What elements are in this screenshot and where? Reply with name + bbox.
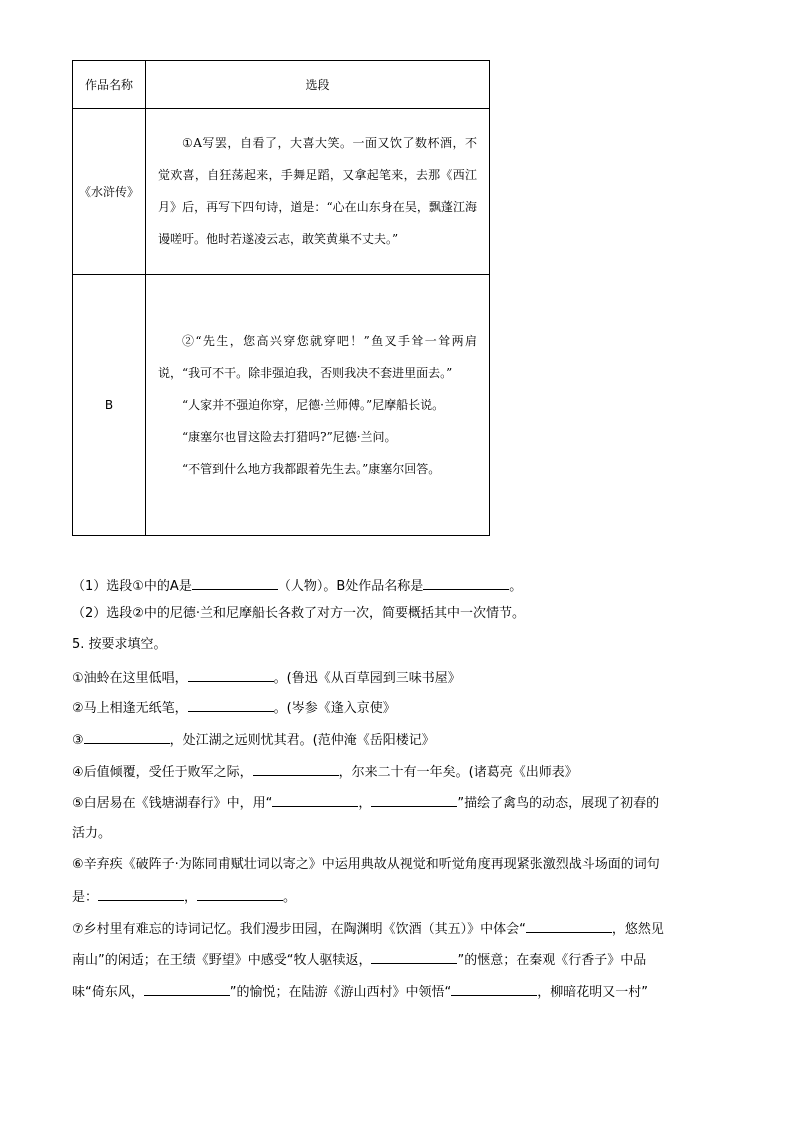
excerpt-paragraph: ②“先生，您高兴穿您就穿吧！”鱼叉手耸一耸两肩说，“我可不干。除非强迫我，否则我决不套进里面去。” — [158, 333, 477, 380]
item-6: ⑥辛弃疾《破阵子·为陈同甫赋壮词以寄之》中运用典故从视觉和听觉角度再现紧张激烈战斗场面的词句 — [72, 857, 660, 872]
answer-blank[interactable] — [188, 668, 274, 682]
question-2: （2）选段②中的尼德·兰和尼摩船长各救了对方一次，简要概括其中一次情节。 — [72, 606, 526, 621]
excerpt-table — [72, 60, 490, 536]
excerpt-text: ①A写罢，自看了，大喜大笑。一面又饮了数杯酒，不觉欢喜，自狂荡起来，手舞足蹈，又拿起笔来，去那《西江月》后，再写下四句诗，道是：“心在山东身在吴，飘蓬江海谩嗟吁。他时若遂凌云志，敢笑黄巢不丈夫。” — [158, 136, 477, 246]
col-header-excerpt: 选段 — [146, 61, 490, 109]
answer-blank[interactable] — [526, 919, 612, 933]
item-2: ②马上相逢无纸笔， 。(岑参《逢入京使》 — [72, 698, 722, 718]
answer-blank[interactable] — [272, 793, 358, 807]
answer-blank[interactable] — [188, 698, 274, 712]
answer-blank[interactable] — [451, 982, 537, 996]
excerpt-paragraph: “人家并不强迫你穿，尼德·兰师傅。”尼摩船长说。 — [182, 397, 445, 412]
question-5-title: 5. 按要求填空。 — [72, 637, 167, 652]
col-header-work: 作品名称 — [73, 61, 146, 109]
answer-blank[interactable] — [253, 762, 339, 776]
item-7-line-3: 味“倚东风， ”的愉悦；在陆游《游山西村》中领悟“ ，柳暗花明又一村” — [72, 982, 722, 1002]
table-row — [73, 109, 490, 275]
answer-blank[interactable] — [192, 576, 278, 590]
question-1: （1）选段①中的A是 （人物）。B处作品名称是 。 — [72, 576, 722, 596]
item-3: ③ ，处江湖之远则忧其君。(范仲淹《岳阳楼记》 — [72, 730, 722, 750]
excerpt-paragraph: “不管到什么地方我都跟着先生去。”康塞尔回答。 — [182, 461, 441, 476]
work-title-cell: B — [73, 275, 146, 536]
answer-blank[interactable] — [371, 950, 457, 964]
table-row — [73, 275, 490, 536]
answer-blank[interactable] — [371, 793, 457, 807]
excerpt-paragraph: “康塞尔也冒这险去打猎吗?”尼德·兰问。 — [182, 429, 397, 444]
item-6-continued: 是： ， 。 — [72, 887, 722, 907]
answer-blank[interactable] — [98, 887, 184, 901]
item-5: ⑤白居易在《钱塘湖春行》中，用“ ， ”描绘了禽鸟的动态，展现了初春的 — [72, 793, 722, 813]
answer-blank[interactable] — [197, 887, 283, 901]
table-header-row — [73, 61, 490, 109]
item-7: ⑦乡村里有难忘的诗词记忆。我们漫步田园，在陶渊明《饮酒（其五）》中体会“ ，悠然见 — [72, 919, 722, 939]
item-1: ①油蛉在这里低唱， 。(鲁迅《从百草园到三味书屋》 — [72, 668, 722, 688]
answer-blank[interactable] — [423, 576, 509, 590]
excerpt-cell — [146, 275, 490, 536]
answer-blank[interactable] — [84, 730, 170, 744]
answer-blank[interactable] — [144, 982, 230, 996]
item-4: ④后值倾覆，受任于败军之际， ，尔来二十有一年矣。(诸葛亮《出师表》 — [72, 762, 722, 782]
item-5-continued: 活力。 — [72, 826, 112, 841]
work-title-cell: 《水浒传》 — [73, 109, 146, 275]
item-7-line-2: 南山”的闲适；在王绩《野望》中感受“牧人驱犊返， ”的惬意；在秦观《行香子》中品 — [72, 950, 722, 970]
excerpt-cell — [146, 109, 490, 275]
